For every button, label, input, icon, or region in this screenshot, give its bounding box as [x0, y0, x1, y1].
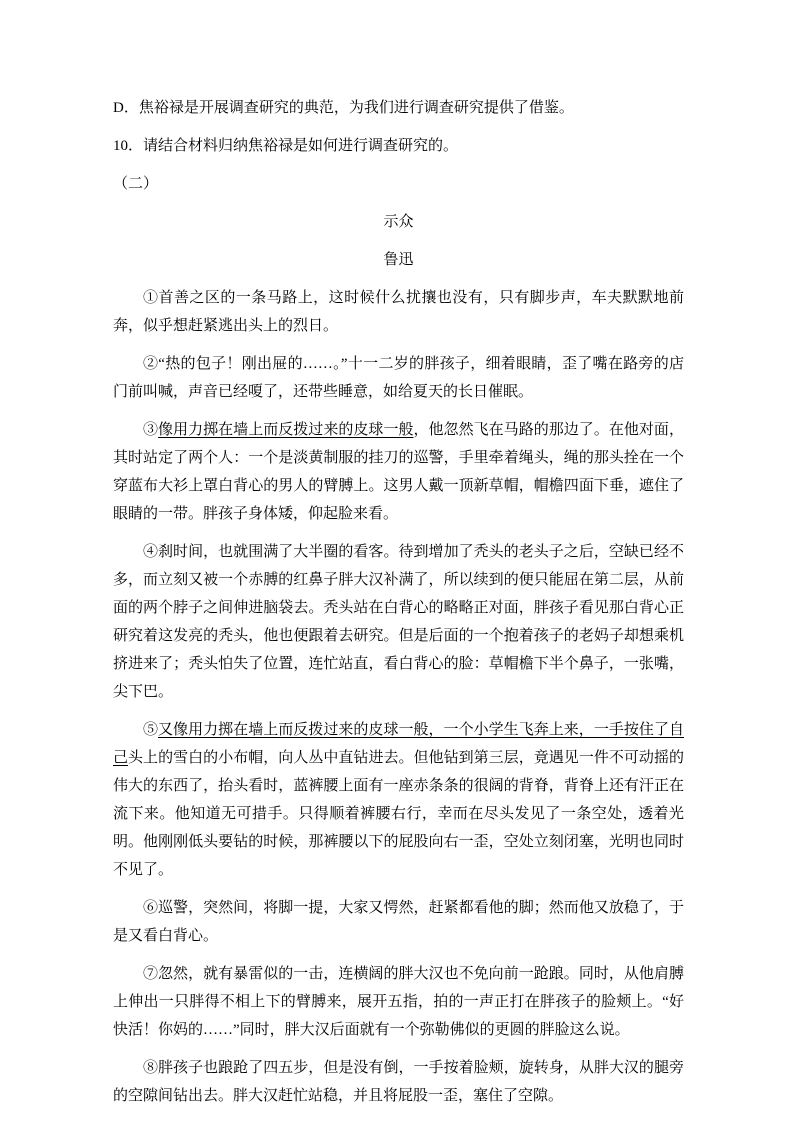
paragraph-text: ③: [143, 422, 159, 438]
passage-paragraph: [113, 716, 684, 884]
passage-paragraph: [113, 416, 684, 528]
paragraph-text: ①首善之区的一条马路上，这时候什么扰攘也没有，只有脚步声，车夫默默地前奔，似乎想赶紧逃出头上的烈日。: [113, 290, 684, 334]
passage-paragraph: [113, 538, 684, 706]
paragraph-text: ⑤: [143, 722, 159, 738]
option-d: D．焦裕禄是开展调查研究的典范，为我们进行调查研究提供了借鉴。: [113, 100, 574, 116]
underlined-text: 又像用力掷在墙上而反拨过来的皮球一般，一个小学生飞奔上来，一手按住了自己: [113, 722, 684, 766]
question-10: 10．请结合材料归纳焦裕禄是如何进行调查研究的。: [113, 138, 459, 154]
paragraph-text: ②“热的包子！刚出屉的……。”十一二岁的胖孩子，细着眼睛，歪了嘴在路旁的店门前叫喊，声音已经嗄了，还带些睡意，如给夏天的长日催眠。: [113, 356, 684, 400]
passage-body: [113, 284, 684, 1110]
paragraph-text: ，他忽然飞在马路的那边了。在他对面，其时站定了两个人：一个是淡黄制服的挂刀的巡警，手里牵着绳头，绳的那头拴在一个穿蓝布大衫上罩白背心的男人的臂膊上。这男人戴一顶新草帽，帽檐四面下垂，遮住了眼睛的一带。胖孩子身体矮，仰起脸来看。: [113, 422, 684, 522]
paragraph-text: 头上的雪白的小布帽，向人丛中直钻进去。但他钻到第三层，竟遇见一件不可动摇的伟大的东西了，抬头看时，蓝裤腰上面有一座赤条条的很阔的背脊，背脊上还有汗正在流下来。他知道无可措手。只得顺着裤腰右行，幸而在尽头发见了一条空处，透着光明。他刚刚低头要钻的时候，那裤腰以下的屁股向右一歪，空处立刻闭塞，光明也同时不见了。: [113, 750, 684, 878]
passage-paragraph: [113, 1054, 684, 1110]
underlined-text: 像用力掷在墙上而反拨过来的皮球一般: [158, 422, 414, 438]
passage-paragraph: [113, 894, 684, 950]
passage-title: 示众: [383, 214, 414, 230]
passage-author: 鲁迅: [383, 252, 414, 268]
paragraph-text: ④刹时间，也就围满了大半圈的看客。待到增加了秃头的老头子之后，空缺已经不多，而立刻又被一个赤膊的红鼻子胖大汉补满了，所以续到的便只能屈在第二层，从前面的两个脖子之间伸进脑袋去。秃头站在白背心的略略正对面，胖孩子看见那白背心正研究着这发亮的秃头，他也便跟着去研究。但是后面的一个抱着孩子的老妈子却想乘机挤进来了；秃头怕失了位置，连忙站直，看白背心的脸：草帽檐下半个鼻子，一张嘴，尖下巴。: [113, 544, 684, 700]
passage-paragraph: [113, 960, 684, 1044]
paragraph-text: ⑥巡警，突然间，将脚一提，大家又愕然，赶紧都看他的脚；然而他又放稳了，于是又看白背心。: [113, 900, 684, 944]
section-label: （二）: [113, 176, 159, 192]
passage-paragraph: [113, 284, 684, 340]
passage-paragraph: [113, 350, 684, 406]
paragraph-text: ⑦忽然，就有暴雷似的一击，连横阔的胖大汉也不免向前一跄踉。同时，从他肩膊上伸出一只胖得不相上下的臂膊来，展开五指，拍的一声正打在胖孩子的脸颊上。“好快活！你妈的……”同时，胖大汉后面就有一个弥勒佛似的更圆的胖脸这么说。: [113, 966, 684, 1038]
paragraph-text: ⑧胖孩子也踉跄了四五步，但是没有倒，一手按着脸颊，旋转身，从胖大汉的腿旁的空隙间钻出去。胖大汉赶忙站稳，并且将屁股一歪，塞住了空隙。: [113, 1060, 684, 1104]
